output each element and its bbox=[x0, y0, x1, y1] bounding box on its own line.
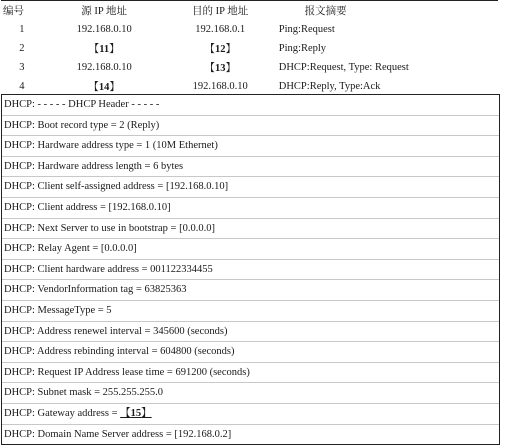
dhcp-line: DHCP: Next Server to use in bootstrap = [0.0.0.0] bbox=[2, 219, 499, 240]
dhcp-line: DHCP: Hardware address type = 1 (10M Ethernet) bbox=[2, 136, 499, 157]
dhcp-line: DHCP: Subnet mask = 255.255.255.0 bbox=[2, 383, 499, 404]
dhcp-line: DHCP: Client address = [192.168.0.10] bbox=[2, 198, 499, 219]
blank-13: 【 13 】 bbox=[204, 63, 236, 74]
dhcp-line: DHCP: Relay Agent = [0.0.0.0] bbox=[2, 239, 499, 260]
dhcp-detail-box bbox=[1, 94, 500, 445]
dhcp-line: DHCP: Address rebinding interval = 604800 (seconds) bbox=[2, 342, 499, 363]
row-summary: DHCP:Request, Type: Request bbox=[278, 62, 409, 73]
dhcp-line: DHCP: Client hardware address = 001122334455 bbox=[2, 260, 499, 281]
blank-14: 【 14 】 bbox=[88, 82, 120, 93]
dhcp-line: DHCP: - - - - - DHCP Header - - - - - bbox=[2, 95, 499, 116]
header-summary: 报文摘要 bbox=[304, 6, 347, 17]
gateway-label: DHCP: Gateway address = bbox=[4, 407, 121, 419]
row-dst-ip: 192.168.0.1 bbox=[195, 24, 246, 35]
blank-15: 【 15 】 bbox=[120, 408, 152, 419]
dhcp-line: DHCP: Hardware address length = 6 bytes bbox=[2, 157, 499, 178]
header-no: 编号 bbox=[3, 6, 24, 17]
row-dst-ip: 192.168.0.10 bbox=[192, 81, 248, 92]
dhcp-line: DHCP: Client self-assigned address = [192.168.0.10] bbox=[2, 177, 499, 198]
table-row bbox=[1, 39, 498, 58]
row-summary: Ping:Reply bbox=[278, 43, 327, 54]
row-dst-ip bbox=[166, 41, 275, 56]
dhcp-dns-line: DHCP: Domain Name Server address = [192.168.0.2] bbox=[4, 428, 232, 440]
row-no: 2 bbox=[19, 43, 25, 54]
row-src-ip: 192.168.0.10 bbox=[76, 24, 132, 35]
table-row bbox=[1, 58, 498, 77]
dhcp-line: DHCP: Boot record type = 2 (Reply) bbox=[2, 116, 499, 137]
row-summary: Ping:Request bbox=[278, 24, 335, 35]
row-no: 4 bbox=[19, 81, 25, 92]
header-src-ip: 源 IP 地址 bbox=[81, 6, 127, 17]
dhcp-line: DHCP: VendorInformation tag = 63825363 bbox=[2, 280, 499, 301]
row-src-ip bbox=[43, 41, 166, 56]
packet-table bbox=[1, 0, 498, 96]
dhcp-gateway-line bbox=[2, 404, 499, 425]
dhcp-line: DHCP: Request IP Address lease time = 691200 (seconds) bbox=[2, 363, 499, 384]
row-no: 1 bbox=[19, 24, 25, 35]
row-src-ip: 192.168.0.10 bbox=[76, 62, 132, 73]
dhcp-line: DHCP: Address renewel interval = 345600 (seconds) bbox=[2, 322, 499, 343]
table-header-row bbox=[1, 1, 498, 20]
row-dst-ip bbox=[166, 60, 275, 75]
row-no: 3 bbox=[19, 62, 25, 73]
header-dst-ip: 目的 IP 地址 bbox=[192, 6, 249, 17]
row-summary: DHCP:Reply, Type:Ack bbox=[278, 81, 381, 92]
dhcp-line: DHCP: MessageType = 5 bbox=[2, 301, 499, 322]
blank-11: 【 11 】 bbox=[89, 44, 120, 55]
table-row bbox=[1, 20, 498, 39]
row-src-ip bbox=[43, 79, 166, 94]
blank-12: 【 12 】 bbox=[204, 44, 236, 55]
